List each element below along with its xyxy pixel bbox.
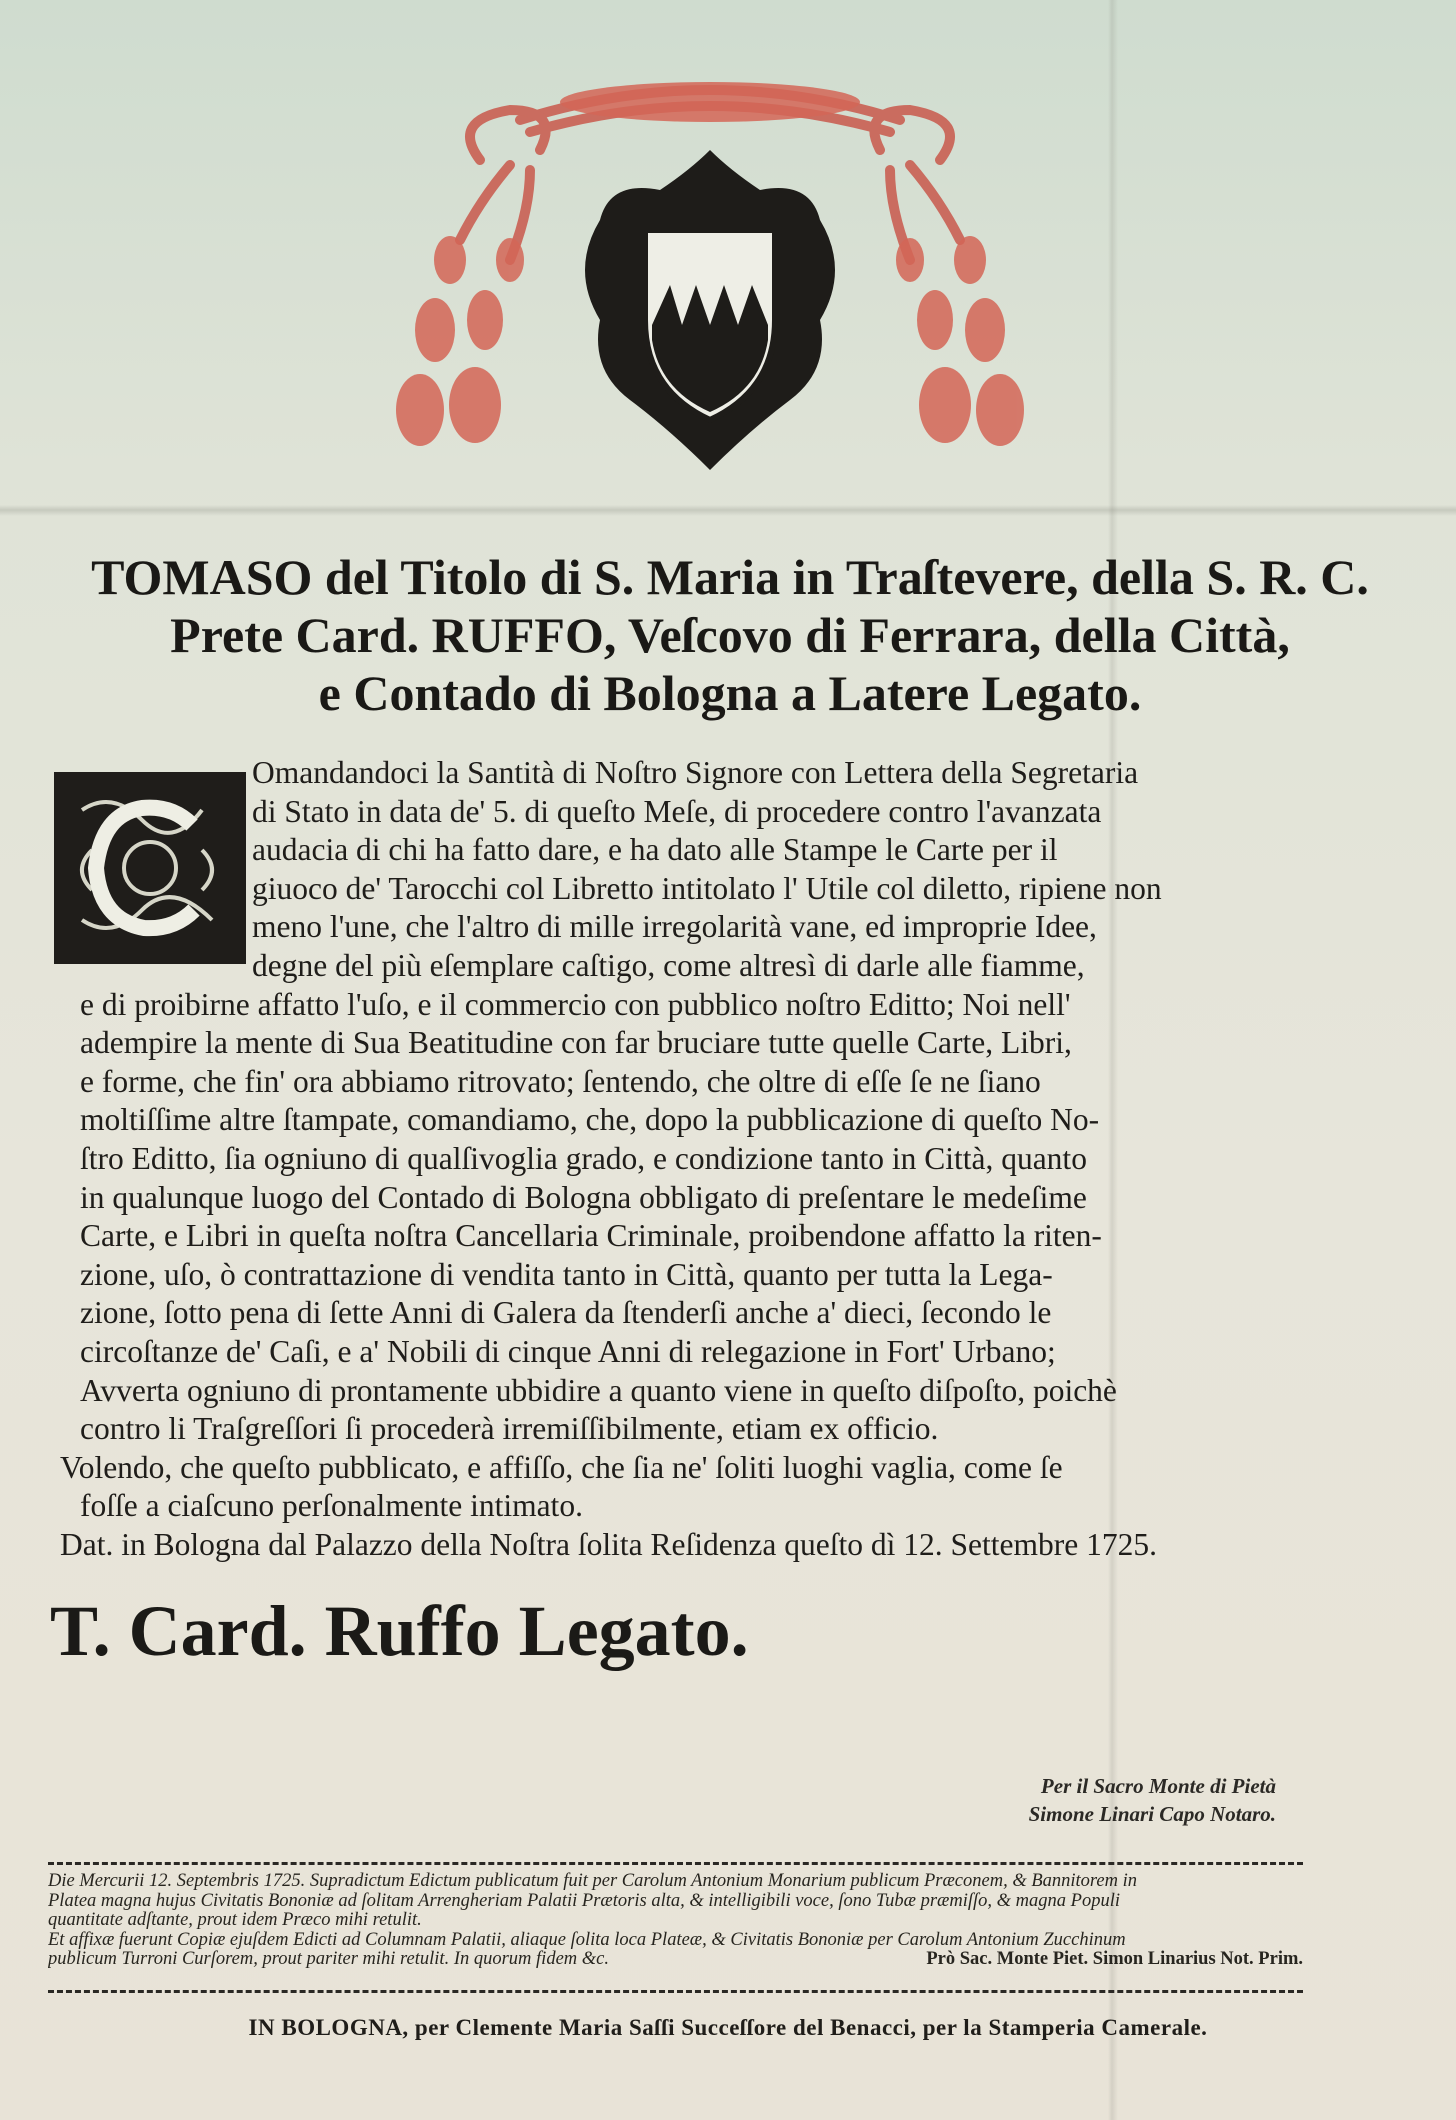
body-line: Volendo, che queſto pubblicato, e affiſſo, che ſia ne' ſoliti luoghi vaglia, come ſe — [60, 1449, 1063, 1485]
body-line: giuoco de' Tarocchi col Libretto intitolato l' Utile col diletto, ripiene non — [252, 870, 1162, 906]
body-line: e forme, che fin' ora abbiamo ritrovato; ſentendo, che oltre di eſſe ſe ne ſiano — [80, 1063, 1041, 1099]
body-line: Carte, e Libri in queſta noſtra Cancellaria Criminale, proibendone affatto la riten- — [80, 1218, 1102, 1254]
notary-attestation — [1029, 1772, 1276, 1828]
edict-body — [60, 754, 1328, 1564]
body-line: ſtro Editto, ſia ogniuno di qualſivoglia grado, e condizione tanto in Città, quanto — [80, 1140, 1087, 1176]
edict-heading — [40, 548, 1420, 722]
body-line: moltiſſime altre ſtampate, comandiamo, che, dopo la pubblicazione di queſto No- — [80, 1102, 1100, 1138]
body-line: audacia di chi ha fatto dare, e ha dato alle Stampe le Carte per il — [252, 832, 1058, 868]
body-line: di Stato in data de' 5. di queſto Meſe, di procedere contro l'avanzata — [252, 793, 1102, 829]
body-line: in qualunque luogo del Contado di Bologna obbligato di preſentare le medeſime — [80, 1179, 1087, 1215]
publication-line: publicum Turroni Curſorem, prout pariter mihi retulit. In quorum fidem &c. — [48, 1950, 609, 1969]
publication-signed: Prò Sac. Monte Piet. Simon Linarius Not. Prim. — [926, 1949, 1303, 1969]
body-line: foſſe a ciaſcuno perſonalmente intimato. — [80, 1488, 583, 1524]
body-line: e di proibirne affatto l'uſo, e il commercio con pubblico noſtro Editto; Noi nell' — [80, 986, 1071, 1022]
body-line: degne del più eſemplare caſtigo, come altresì di darle alle fiamme, — [252, 947, 1085, 983]
publication-line: quantitate adſtante, prout idem Præco mihi retulit. — [48, 1911, 422, 1930]
publication-line: Platea magna hujus Civitatis Bononiæ ad ſolitam Arrengheriam Palatii Prætoris alta, & intelligibili voce, ſono Tubæ præmiſſo, & magna Populi — [48, 1891, 1120, 1911]
body-line: circoſtanze de' Caſi, e a' Nobili di cinque Anni di relegazione in Fort' Urbano; — [80, 1333, 1056, 1369]
publication-note — [48, 1872, 1303, 1970]
publication-line: Et affixæ fuerunt Copiæ ejuſdem Edicti ad Columnam Palatii, aliaque ſolita loca Plateæ, & Civitatis Bononiæ per Carolum Antonium Zucchinum — [48, 1930, 1126, 1950]
divider-top — [48, 1862, 1303, 1865]
cardinal-coat-of-arms — [390, 70, 1030, 510]
dating-line: Dat. in Bologna dal Palazzo della Noſtra ſolita Reſidenza queſto dì 12. Settembre 1725. — [60, 1526, 1157, 1562]
body-line: zione, ſotto pena di ſette Anni di Galera da ſtenderſi anche a' dieci, ſecondo le — [80, 1295, 1052, 1331]
body-line: contro li Traſgreſſori ſi procederà irremiſſibilmente, etiam ex officio. — [80, 1411, 939, 1447]
notary-line-1: Per il Sacro Monte di Pietà — [1040, 1774, 1276, 1798]
notary-line-2: Simone Linari Capo Notaro. — [1028, 1802, 1276, 1826]
heading-line-2: Prete Card. RUFFO, Veſcovo di Ferrara, della Città, — [170, 607, 1290, 663]
divider-bottom — [48, 1990, 1303, 1993]
body-line: zione, uſo, ò contrattazione di vendita tanto in Città, quanto per tutta la Lega- — [80, 1256, 1053, 1292]
publication-line: Die Mercurii 12. Septembris 1725. Supradictum Edictum publicatum fuit per Carolum Antonium Monarium publicum Præconem, & Bannitorem in — [48, 1872, 1138, 1891]
body-line: adempire la mente di Sua Beatitudine con far bruciare tutte quelle Carte, Libri, — [80, 1025, 1072, 1061]
body-line: Omandandoci la Santità di Noſtro Signore con Lettera della Segretaria — [252, 755, 1139, 790]
heading-line-3: e Contado di Bologna a Latere Legato. — [318, 665, 1142, 721]
legate-signature: T. Card. Ruffo Legato. — [50, 1591, 749, 1671]
printer-imprint: IN BOLOGNA, per Clemente Maria Saſſi Succeſſore del Benacci, per la Stamperia Camerale. — [248, 2015, 1208, 2040]
body-line: meno l'une, che l'altro di mille irregolarità vane, ed improprie Idee, — [252, 909, 1097, 945]
body-line: Avverta ogniuno di prontamente ubbidire a quanto viene in queſto diſpoſto, poichè — [80, 1372, 1117, 1408]
heading-line-1: TOMASO del Titolo di S. Maria in Traſtevere, della S. R. C. — [91, 549, 1369, 605]
